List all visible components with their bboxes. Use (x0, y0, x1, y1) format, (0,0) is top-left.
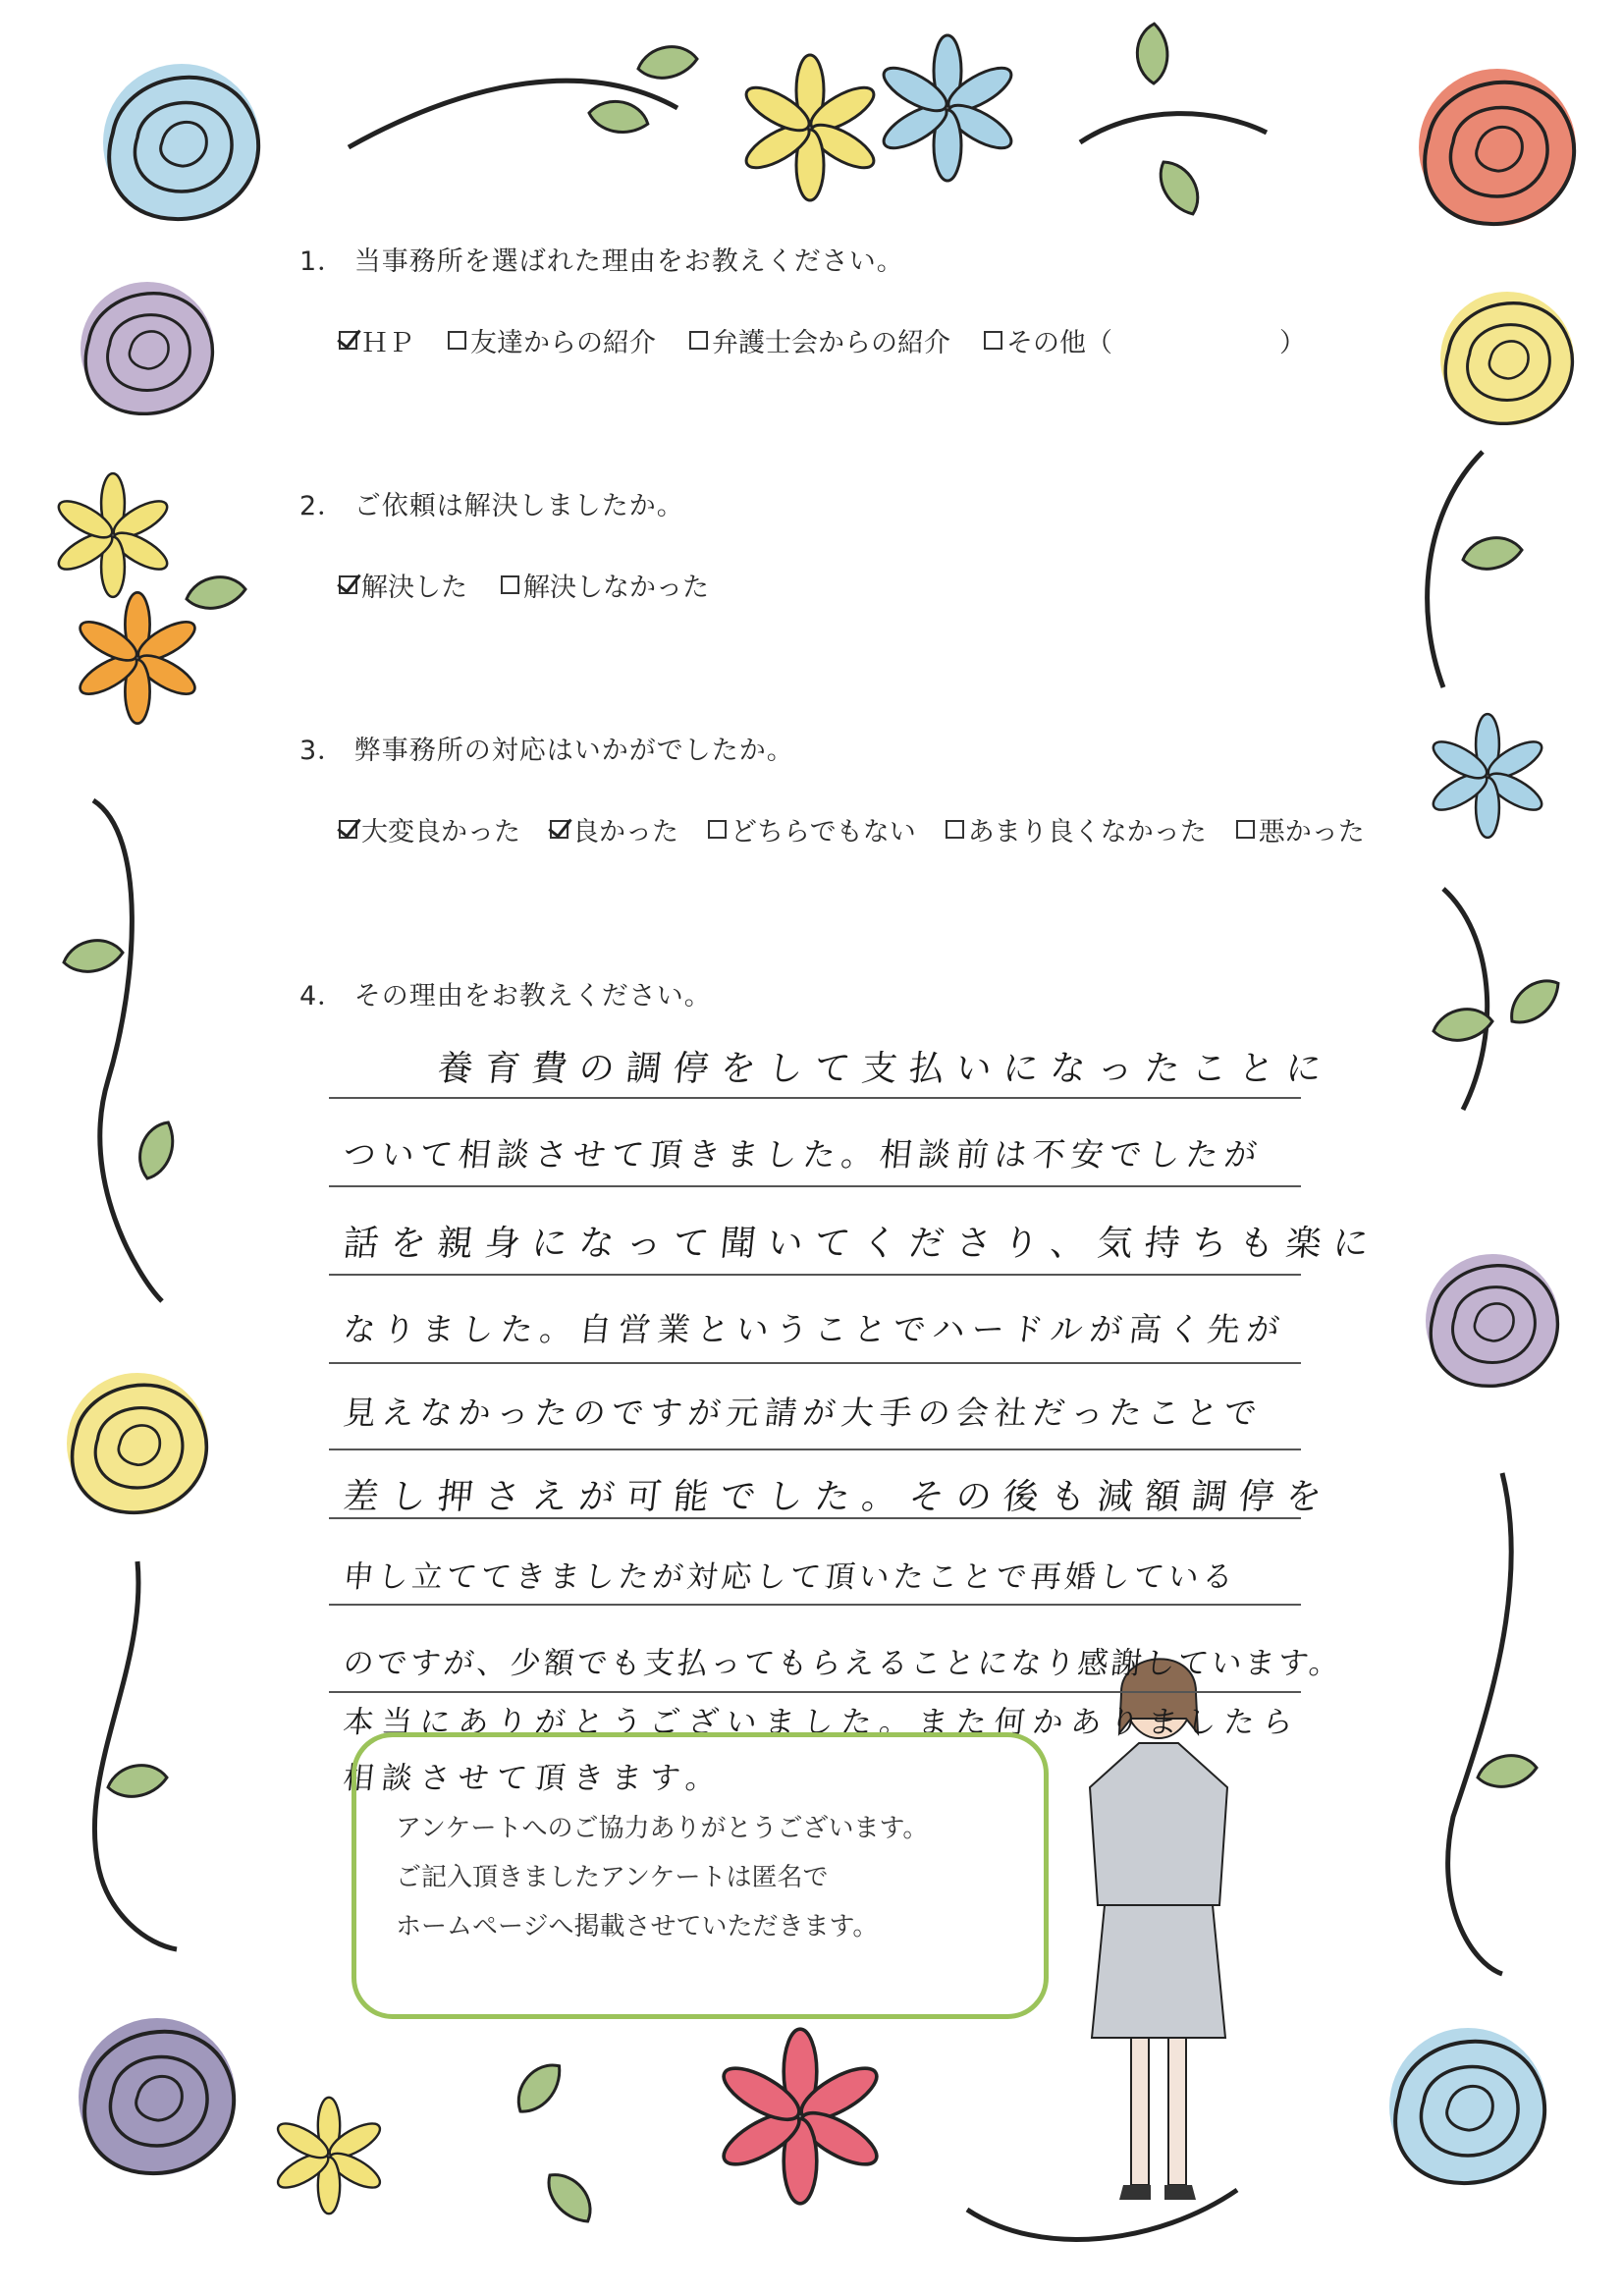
vine (94, 1561, 177, 1949)
flower-illustration (1429, 714, 1547, 838)
question-text: ご依頼は解決しましたか。 (353, 491, 684, 521)
handwritten-line: 養育費の調停をして支払いになったことに (341, 1049, 1335, 1089)
question-text: その理由をお教えください。 (353, 981, 712, 1011)
question-3-options (339, 810, 1365, 848)
option-bar-association-referral[interactable]: 弁護士会からの紹介 (689, 321, 950, 359)
leaf-illustration (1463, 538, 1522, 570)
handwritten-line: 差し押さえが可能でした。その後も減額調停を (341, 1477, 1335, 1517)
checkbox-checked-icon[interactable] (339, 820, 357, 839)
flower-illustration (75, 592, 200, 723)
option-hp[interactable]: ＨＰ (339, 321, 414, 359)
ruled-line (329, 1449, 1301, 1450)
rose-illustration (79, 2018, 236, 2175)
rose-illustration (1440, 292, 1574, 425)
handwritten-line: 見えなかったのですが元請が大手の会社だったことで (341, 1394, 1265, 1432)
question-2-options (339, 566, 709, 604)
ruled-line (329, 1604, 1301, 1606)
handwritten-line: ついて相談させて頂きました。相談前は不安でしたが (341, 1135, 1265, 1174)
option-not-so-good[interactable]: あまり良くなかった (946, 810, 1207, 848)
leaf-illustration (1478, 1756, 1537, 1787)
handwritten-line: 話を親身になって聞いてくださり、気持ちも楽に (341, 1224, 1382, 1264)
flower-illustration (878, 35, 1017, 181)
question-text: 当事務所を選ばれた理由をお教えください。 (353, 246, 904, 277)
option-other[interactable]: その他（ ） (984, 321, 1306, 359)
vine (967, 2190, 1237, 2239)
question-4 (299, 974, 712, 1012)
handwritten-line: 申し立ててきましたが対応して頂いたことで再婚している (341, 1559, 1239, 1595)
notice-line: ホームページへ掲載させていただきます。 (396, 1912, 879, 1941)
handwritten-line: 本当にありがとうございました。また何かありましたら (341, 1705, 1303, 1740)
question-2 (299, 484, 684, 522)
option-resolved[interactable]: 解決した (339, 566, 467, 604)
flower-illustration (740, 55, 880, 200)
checkbox-checked-icon[interactable] (339, 575, 357, 594)
question-number: 3． (299, 736, 346, 766)
checkbox-empty-icon[interactable] (946, 820, 964, 839)
option-friend-referral[interactable]: 友達からの紹介 (448, 321, 656, 359)
checkbox-empty-icon[interactable] (689, 331, 708, 350)
leaf-illustration (586, 92, 652, 141)
rose-illustration (67, 1373, 208, 1514)
leaf-illustration (187, 577, 245, 609)
leaf-illustration (542, 2164, 598, 2231)
flower-illustration (54, 473, 173, 597)
leaf-illustration (1501, 973, 1568, 1029)
rose-illustration (1426, 1254, 1559, 1388)
checkbox-empty-icon[interactable] (984, 331, 1002, 350)
ruled-line (329, 1274, 1301, 1276)
leaf-illustration (638, 47, 697, 79)
rose-illustration (1419, 69, 1576, 226)
vine (1448, 1473, 1512, 1974)
leaf-illustration (129, 1117, 185, 1183)
flower-illustration (717, 2029, 885, 2204)
handwritten-line: のですが、少額でも支払ってもらえることになり感謝しています。 (341, 1646, 1345, 1681)
checkbox-empty-icon[interactable] (1236, 820, 1255, 839)
option-bad[interactable]: 悪かった (1236, 810, 1365, 848)
checkbox-empty-icon[interactable] (501, 575, 519, 594)
vine (1428, 452, 1483, 687)
option-very-good[interactable]: 大変良かった (339, 810, 520, 848)
rose-illustration (81, 282, 214, 415)
checkbox-empty-icon[interactable] (448, 331, 466, 350)
question-1 (299, 240, 904, 278)
rose-illustration (1389, 2028, 1546, 2185)
option-not-resolved[interactable]: 解決しなかった (501, 566, 709, 604)
notice-line: アンケートへのご協力ありがとうございます。 (396, 1814, 929, 1843)
vine (1080, 114, 1267, 142)
checkbox-checked-icon[interactable] (339, 331, 357, 350)
handwritten-line: 相談させて頂きます。 (341, 1761, 727, 1796)
rose-illustration (103, 64, 260, 221)
option-good[interactable]: 良かった (550, 810, 678, 848)
notice-line: ご記入頂きましたアンケートは匿名で (396, 1863, 829, 1892)
checkbox-empty-icon[interactable] (708, 820, 727, 839)
question-3 (299, 729, 794, 767)
leaf-illustration (507, 2056, 571, 2118)
question-number: 2． (299, 491, 346, 521)
ruled-line (329, 1185, 1301, 1187)
leaf-illustration (64, 941, 123, 972)
question-1-options (339, 321, 1306, 359)
question-number: 1． (299, 246, 346, 277)
leaf-illustration (1132, 22, 1173, 85)
leaf-illustration (108, 1766, 167, 1797)
flower-illustration (273, 2098, 385, 2214)
option-neutral[interactable]: どちらでもない (708, 810, 916, 848)
handwritten-line: なりました。自営業ということでハードルが高く先が (341, 1310, 1288, 1348)
ruled-line (329, 1097, 1301, 1099)
ruled-line (329, 1362, 1301, 1364)
ruled-line (329, 1691, 1301, 1693)
vine (93, 800, 162, 1301)
anonymity-notice-box (352, 1732, 1049, 2019)
question-number: 4． (299, 981, 346, 1011)
question-text: 弊事務所の対応はいかがでしたか。 (353, 736, 794, 766)
vine (1443, 889, 1488, 1110)
leaf-illustration (1155, 154, 1204, 220)
checkbox-checked-icon[interactable] (550, 820, 568, 839)
